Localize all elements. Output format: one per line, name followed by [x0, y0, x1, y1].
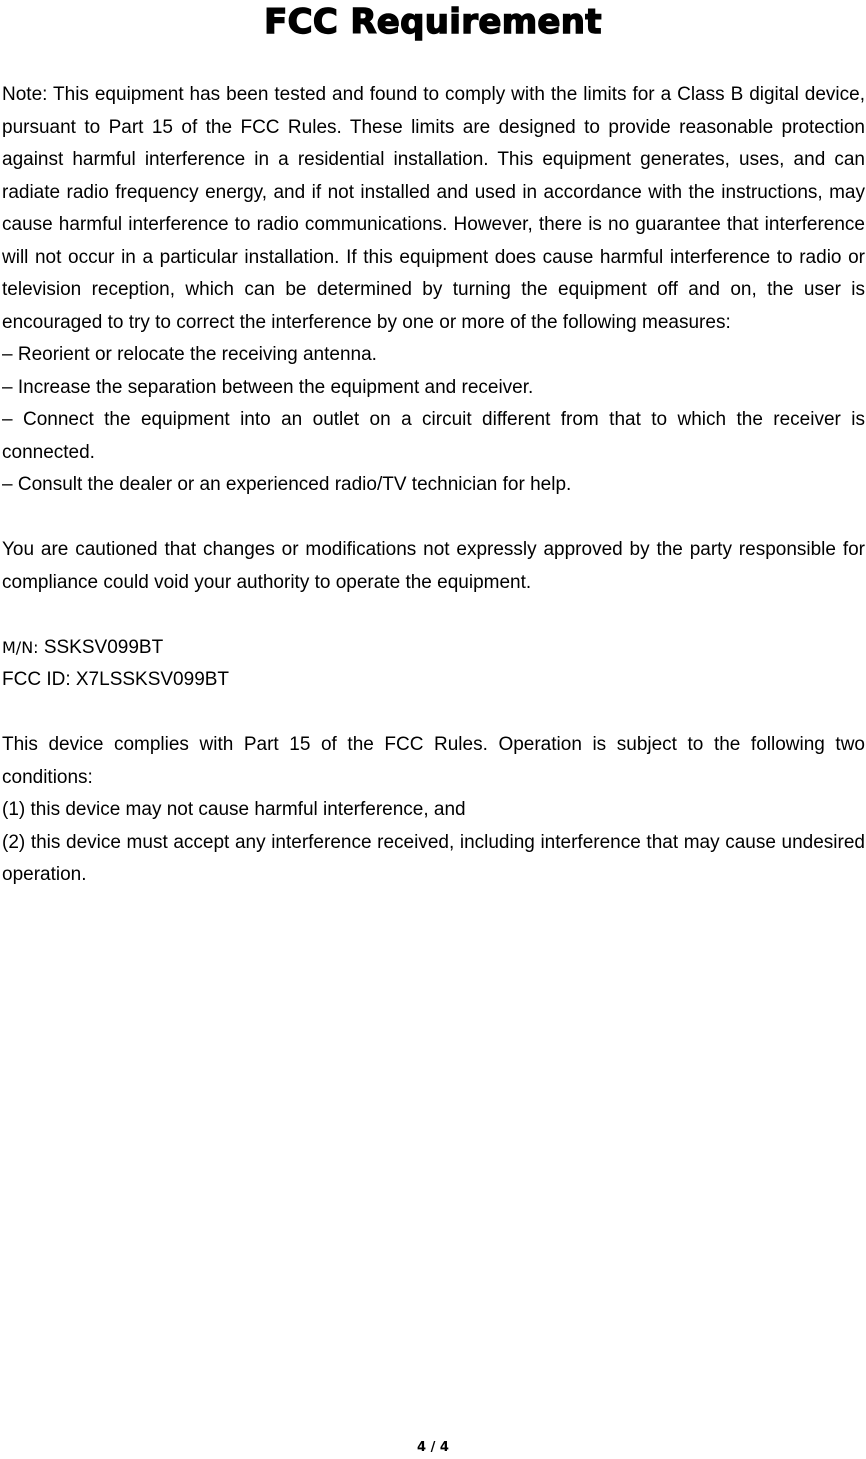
paragraph-spacer: [2, 697, 865, 730]
paragraph-spacer: [2, 599, 865, 632]
model-number: SSKSV099BT: [38, 636, 164, 658]
note-paragraph: Note: This equipment has been tested and found to comply with the limits for a Class B digital device, pursuant to Part 15 of the FCC Rules. These limits are designed to provide reasonable protection against harmful interference in a residential installation. This equipment generates, uses, and can radiate radio frequency energy, and if not installed and used in accordance with the instructions, may cause harmful interference to radio communications. However, there is no guarantee that interference will not occur in a particular installation. If this equipment does cause harmful interference to radio or television reception, which can be determined by turning the equipment off and on, the user is encouraged to try to correct the interference by one or more of the following measures:: [2, 84, 865, 333]
measure-item: – Connect the equipment into an outlet on a circuit different from that to which the receiver is connected.: [2, 409, 865, 463]
measure-item: – Increase the separation between the equipment and receiver.: [2, 376, 534, 398]
caution-paragraph: You are cautioned that changes or modifications not expressly approved by the party responsible for compliance could void your authority to operate the equipment.: [2, 539, 865, 593]
model-number-line: [2, 632, 865, 665]
document-body: [2, 79, 865, 892]
model-label: M/N:: [2, 637, 39, 657]
condition-item: (1) this device may not cause harmful interference, and: [2, 799, 466, 820]
fcc-id-line: FCC ID: X7LSSKSV099BT: [2, 669, 230, 690]
paragraph-spacer: [2, 502, 865, 535]
measure-item: – Reorient or relocate the receiving antenna.: [2, 344, 377, 365]
measure-item: – Consult the dealer or an experienced radio/TV technician for help.: [2, 474, 572, 495]
compliance-paragraph: This device complies with Part 15 of the FCC Rules. Operation is subject to the following two conditions:: [2, 734, 865, 788]
page-number: 4 / 4: [417, 1440, 449, 1455]
condition-item: (2) this device must accept any interference received, including interference that may cause undesired operation.: [2, 831, 865, 885]
page-title: FCC Requirement: [264, 2, 602, 42]
